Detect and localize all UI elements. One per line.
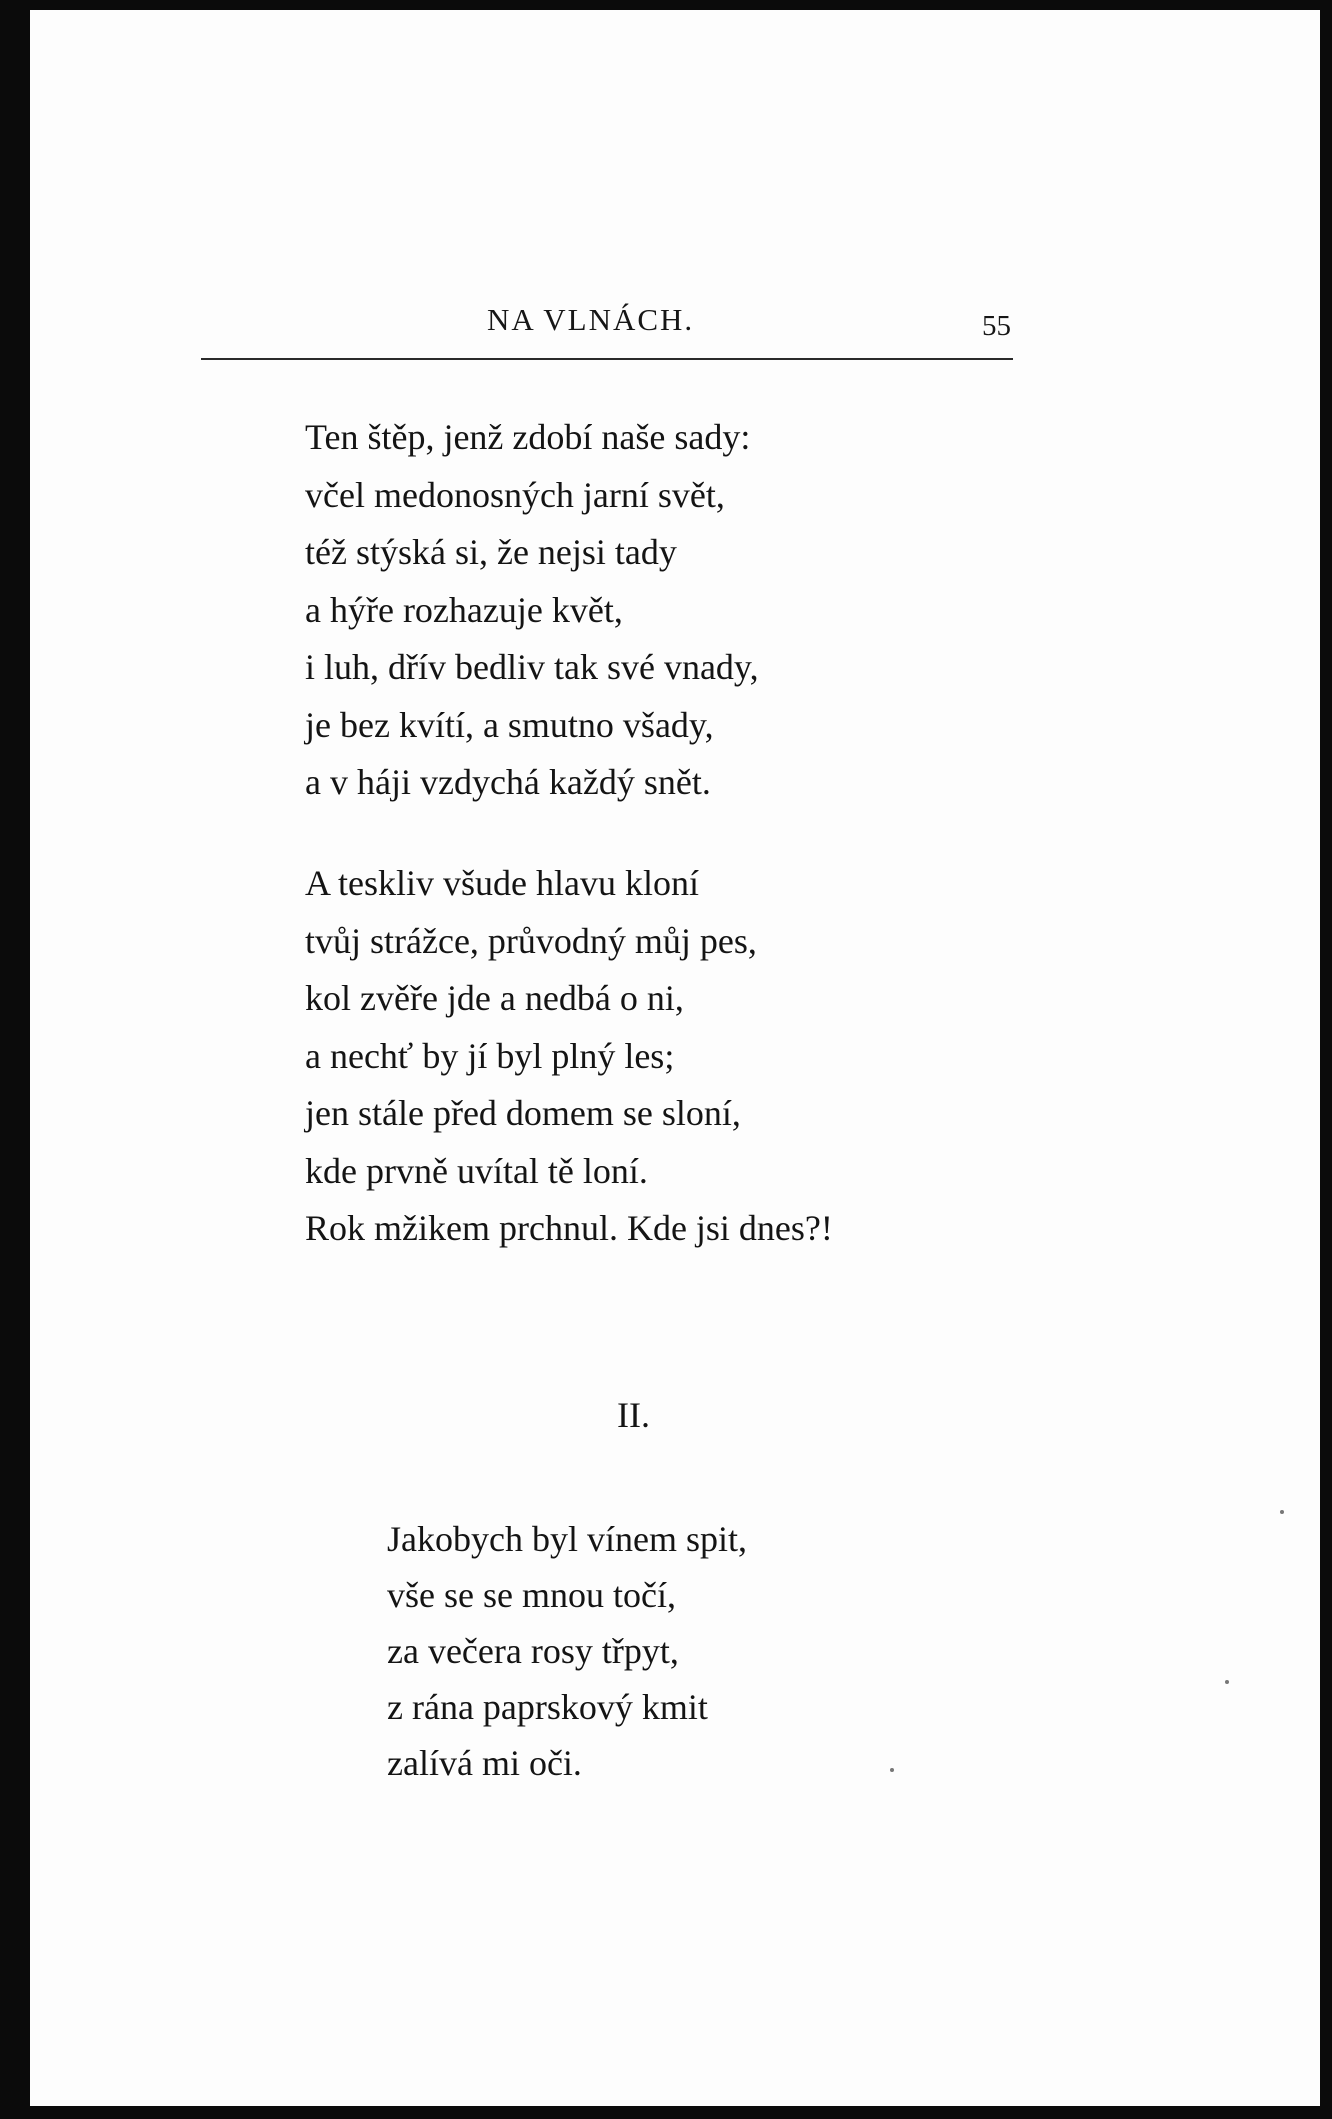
stanza-2 xyxy=(305,855,833,1258)
verse-line: i luh, dřív bedliv tak své vnady, xyxy=(305,647,759,687)
verse-line: a v háji vzdychá každý snět. xyxy=(305,762,711,802)
page-header xyxy=(201,298,1013,360)
verse-line: a nechť by jí byl plný les; xyxy=(305,1035,675,1076)
verse-line: Ten štěp, jenž zdobí naše sady: xyxy=(305,417,751,457)
verse-line: je bez kvítí, a smutno všady, xyxy=(305,704,714,745)
page-speck xyxy=(1280,1510,1284,1514)
verse-line: A teskliv všude hlavu kloní xyxy=(305,863,699,903)
verse-line: vše se se mnou točí, xyxy=(387,1575,676,1615)
verse-line: tvůj strážce, průvodný můj pes, xyxy=(305,920,757,961)
verse-line: též stýská si, že nejsi tady xyxy=(305,532,677,572)
verse-line: Jakobych byl vínem spit, xyxy=(387,1519,747,1559)
page-speck xyxy=(890,1768,894,1772)
section-number: II. xyxy=(617,1395,650,1435)
verse-line: Rok mžikem prchnul. Kde jsi dnes?! xyxy=(305,1208,833,1248)
verse-line: zalívá mi oči. xyxy=(387,1743,582,1783)
verse-line: včel medonosných jarní svět, xyxy=(305,474,725,515)
verse-line: kde prvně uvítal tě loní. xyxy=(305,1150,648,1191)
stanza-3 xyxy=(387,1511,747,1791)
verse-line: za večera rosy třpyt, xyxy=(387,1631,679,1671)
verse-line: jen stále před domem se sloní, xyxy=(305,1093,741,1133)
page-number: 55 xyxy=(982,310,1011,342)
verse-line: z rána paprskový kmit xyxy=(387,1687,708,1727)
verse-line: a hýře rozhazuje květ, xyxy=(305,589,623,630)
verse-line: kol zvěře jde a nedbá o ni, xyxy=(305,978,684,1018)
stanza-1 xyxy=(305,409,759,812)
running-title: NA VLNÁCH. xyxy=(487,302,695,337)
page-edge-shadow xyxy=(22,10,30,2106)
page-speck xyxy=(1225,1680,1229,1684)
